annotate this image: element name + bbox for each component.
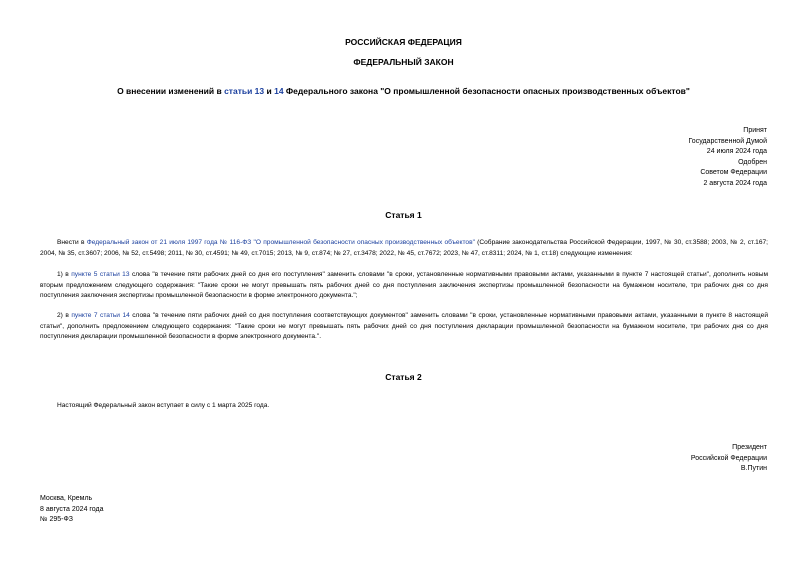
law-title-text: О внесении изменений в <box>117 86 225 96</box>
article-2-text: Настоящий Федеральный закон вступает в силу с 1 марта 2025 года. <box>57 402 270 409</box>
point-7-article-14-link[interactable]: пункте 7 статьи 14 <box>71 312 130 319</box>
article-1-intro <box>40 238 768 259</box>
article-1-item-2 <box>40 311 768 343</box>
country-heading: РОССИЙСКАЯ ФЕДЕРАЦИЯ <box>345 37 462 47</box>
paragraph-text: (Собрание законодательства Российской Федерации, 1997, № 30, ст.3588; 2003, № 2, ст.167; 2004, № 35, ст.3607; 2006, № 52, ст.5498; 2011, № 30, ст.4591; № 49, ст.7015; 2013, № 9, ст.874; № 27, ст.3478; 2022, № 45, ст.7672; 2023, № 47, ст.8311; 2024, № 1, ст.18) следующие изменения: <box>40 239 768 257</box>
point-5-article-13-link[interactable]: пункте 5 статьи 13 <box>71 271 130 278</box>
signature-line: В.Путин <box>740 465 767 473</box>
paragraph-text: Внести в <box>57 239 87 246</box>
place-date-block <box>40 494 104 526</box>
adoption-block <box>688 126 767 190</box>
adoption-line: Государственной Думой <box>688 137 767 145</box>
adoption-line: 2 августа 2024 года <box>703 179 767 187</box>
adoption-line: Советом Федерации <box>700 169 767 177</box>
signature-line: Президент <box>732 444 767 451</box>
law-number-line: № 295-ФЗ <box>40 516 74 524</box>
adoption-line: 24 июля 2024 года <box>706 148 767 156</box>
paragraph-text: слова "в течение пяти рабочих дней со дня его поступления" заменить словами "в сроки, установленные нормативными правовыми актами, указанными в пункте 7 настоящей статьи", дополнить новым вторым предложением следующего содержания: "Такие сроки не могут превышать пять рабочих дней со дня поступления заключения экспертизы промышленной безопасности на бумажном носителе, три рабочих дня со дня поступления заключения экспертизы промышленной безопасности в форме электронного документа."; <box>40 271 769 299</box>
paragraph-text: слова "в течение пяти рабочих дней со дня поступления соответствующих документов" заменить словами "в сроки, установленные нормативными правовыми актами, указанными в пункте 8 настоящей статьи", дополнить предложением следующего содержания: "Такие сроки не могут превышать пять рабочих дней со дня поступления декларации промышленной безопасности на бумажном носителе, три рабочих дня со дня поступления декларации промышленной безопасности в форме электронного документа.". <box>40 312 769 340</box>
article-1-item-1 <box>40 270 768 302</box>
law-type-heading: ФЕДЕРАЛЬНЫЙ ЗАКОН <box>353 57 454 67</box>
article-14-link[interactable]: 14 <box>274 86 284 96</box>
adoption-line: Принят <box>743 127 767 134</box>
article-2-heading: Статья 2 <box>385 372 422 382</box>
law-title-text: и <box>264 86 275 96</box>
law-title-text: Федерального закона "О промышленной безопасности опасных производственных объектов" <box>283 86 690 96</box>
adoption-line: Одобрен <box>738 158 767 166</box>
law-title <box>0 86 807 96</box>
signature-line: Российской Федерации <box>690 454 767 462</box>
paragraph-text: 1) в <box>57 271 72 278</box>
article-13-link[interactable]: статьи 13 <box>224 86 265 96</box>
federal-law-116-link[interactable]: Федеральный закон от 21 июля 1997 года № 116-ФЗ "О промышленной безопасности опасных производственных объектов" <box>86 239 475 246</box>
place-line: Москва, Кремль <box>40 495 93 502</box>
paragraph-text: 2) в <box>57 312 72 319</box>
article-1-heading: Статья 1 <box>385 210 422 220</box>
signature-block <box>691 443 767 475</box>
date-line: 8 августа 2024 года <box>40 505 104 513</box>
